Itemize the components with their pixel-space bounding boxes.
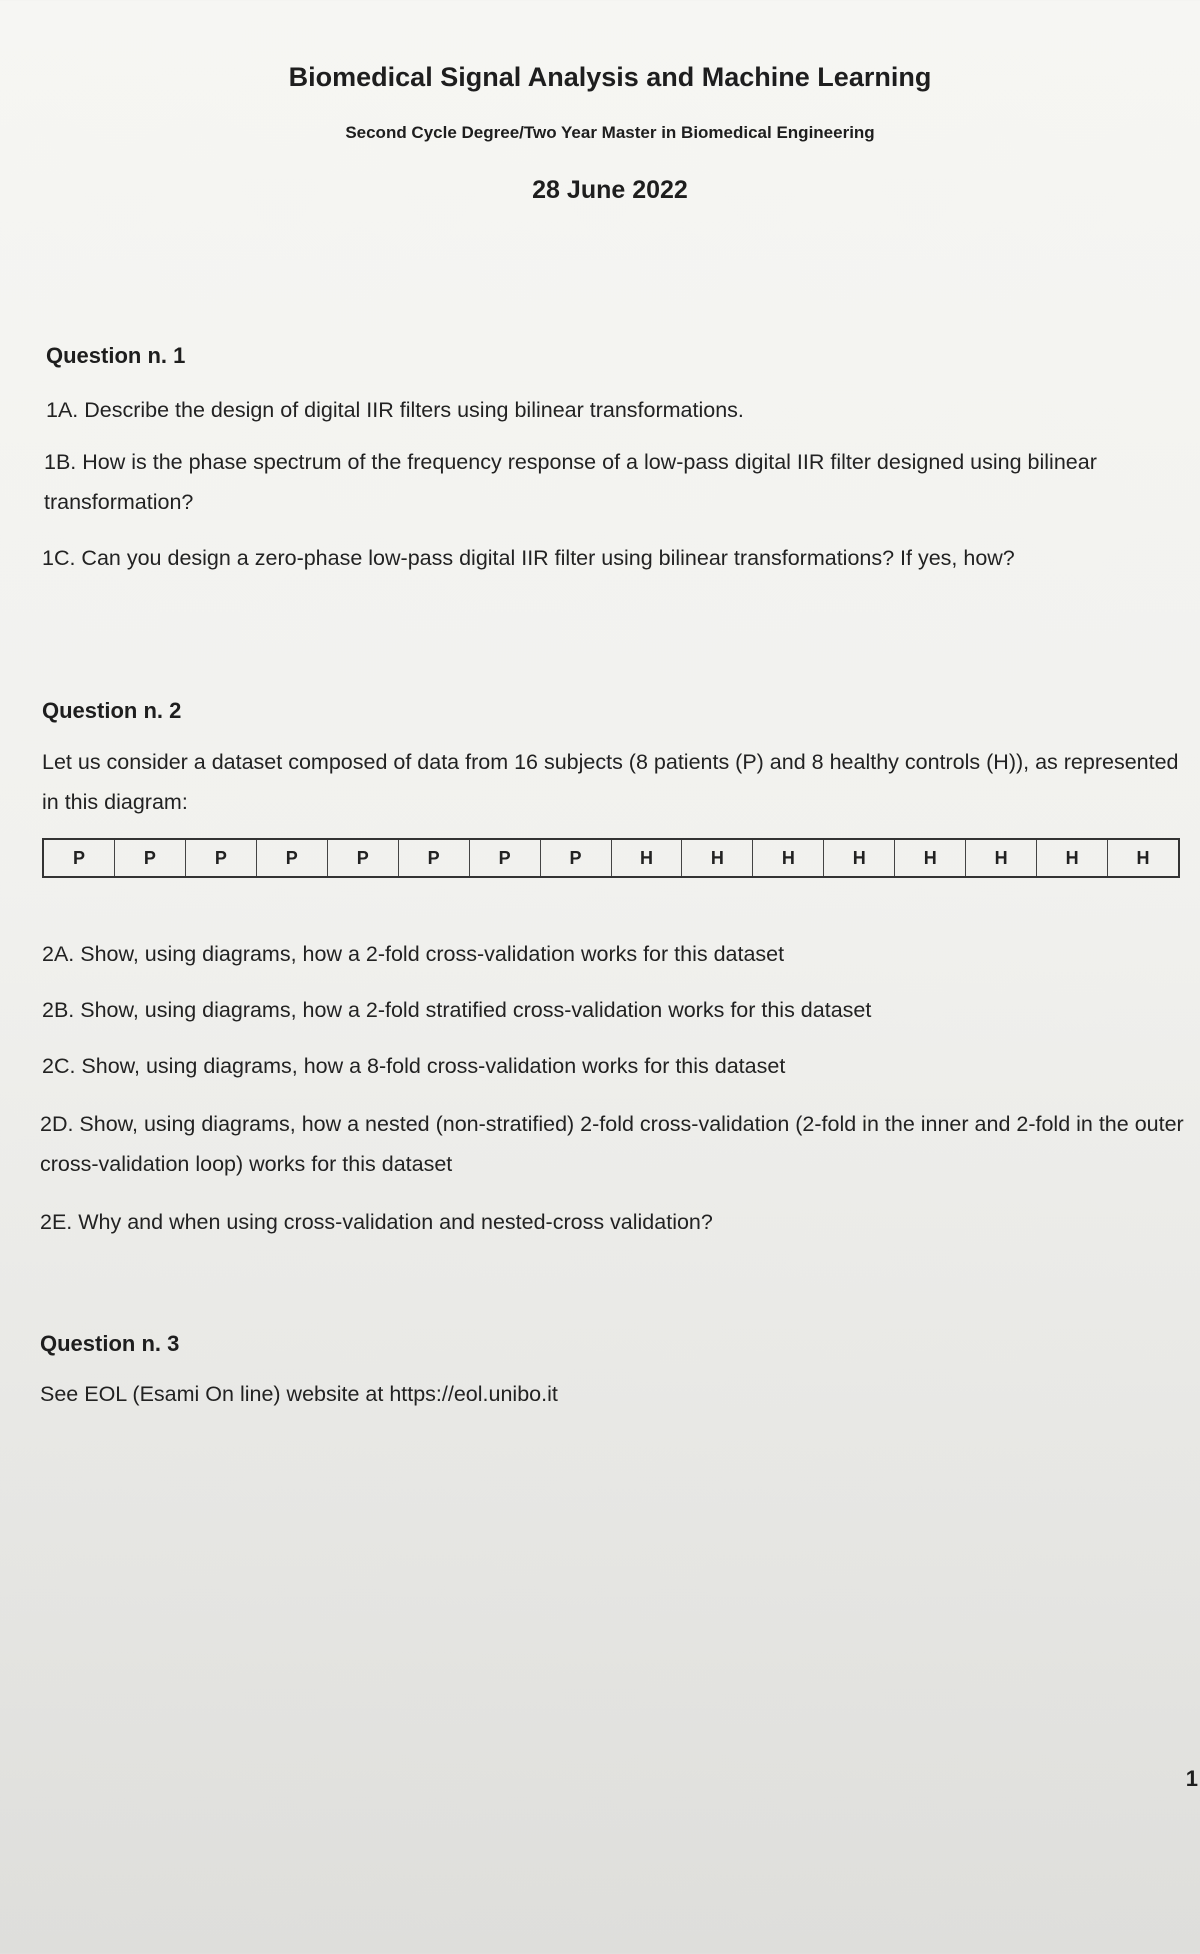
question-1-heading: Question n. 1 xyxy=(46,343,186,368)
question-2-heading: Question n. 2 xyxy=(42,698,182,723)
question-2-intro: Let us consider a dataset composed of data from 16 subjects (8 patients (P) and 8 healthy controls (H)), as represented in this diagram: xyxy=(42,750,1179,814)
subject-cell: H xyxy=(612,840,683,876)
subject-cell: P xyxy=(115,840,186,876)
page-number: 1 xyxy=(1185,1766,1198,1791)
subject-cell: P xyxy=(399,840,470,876)
question-2a: 2A. Show, using diagrams, how a 2-fold cross-validation works for this dataset xyxy=(42,942,785,966)
question-3-heading: Question n. 3 xyxy=(40,1331,180,1356)
question-1c: 1C. Can you design a zero-phase low-pass digital IIR filter using bilinear transformations? If yes, how? xyxy=(42,546,1015,570)
subject-cell: P xyxy=(44,840,115,876)
subject-diagram xyxy=(42,838,1180,878)
exam-date: 28 June 2022 xyxy=(532,176,688,204)
subject-cell: P xyxy=(470,840,541,876)
question-2b: 2B. Show, using diagrams, how a 2-fold stratified cross-validation works for this dataset xyxy=(42,998,872,1022)
subject-cell: H xyxy=(1037,840,1108,876)
question-2c: 2C. Show, using diagrams, how a 8-fold cross-validation works for this dataset xyxy=(42,1054,786,1078)
subject-cell: H xyxy=(824,840,895,876)
subject-cell: P xyxy=(328,840,399,876)
document-title: Biomedical Signal Analysis and Machine Learning xyxy=(288,62,932,92)
subject-cell: P xyxy=(257,840,328,876)
subject-cell: H xyxy=(753,840,824,876)
subject-cell: H xyxy=(966,840,1037,876)
document-subtitle: Second Cycle Degree/Two Year Master in Biomedical Engineering xyxy=(345,123,875,142)
question-1b: 1B. How is the phase spectrum of the frequency response of a low-pass digital IIR filter designed using bilinear transformation? xyxy=(44,450,1097,514)
subject-cell: P xyxy=(186,840,257,876)
question-2e: 2E. Why and when using cross-validation and nested-cross validation? xyxy=(40,1210,713,1234)
question-1a: 1A. Describe the design of digital IIR filters using bilinear transformations. xyxy=(46,398,744,422)
question-2d: 2D. Show, using diagrams, how a nested (non-stratified) 2-fold cross-validation (2-fold in the inner and 2-fold in the outer cross-validation loop) works for this dataset xyxy=(40,1112,1184,1176)
subject-cell: H xyxy=(895,840,966,876)
subject-cell: P xyxy=(541,840,612,876)
question-3-text: See EOL (Esami On line) website at https://eol.unibo.it xyxy=(40,1382,558,1406)
subject-cell: H xyxy=(1136,847,1150,868)
subject-cell: H xyxy=(682,840,753,876)
